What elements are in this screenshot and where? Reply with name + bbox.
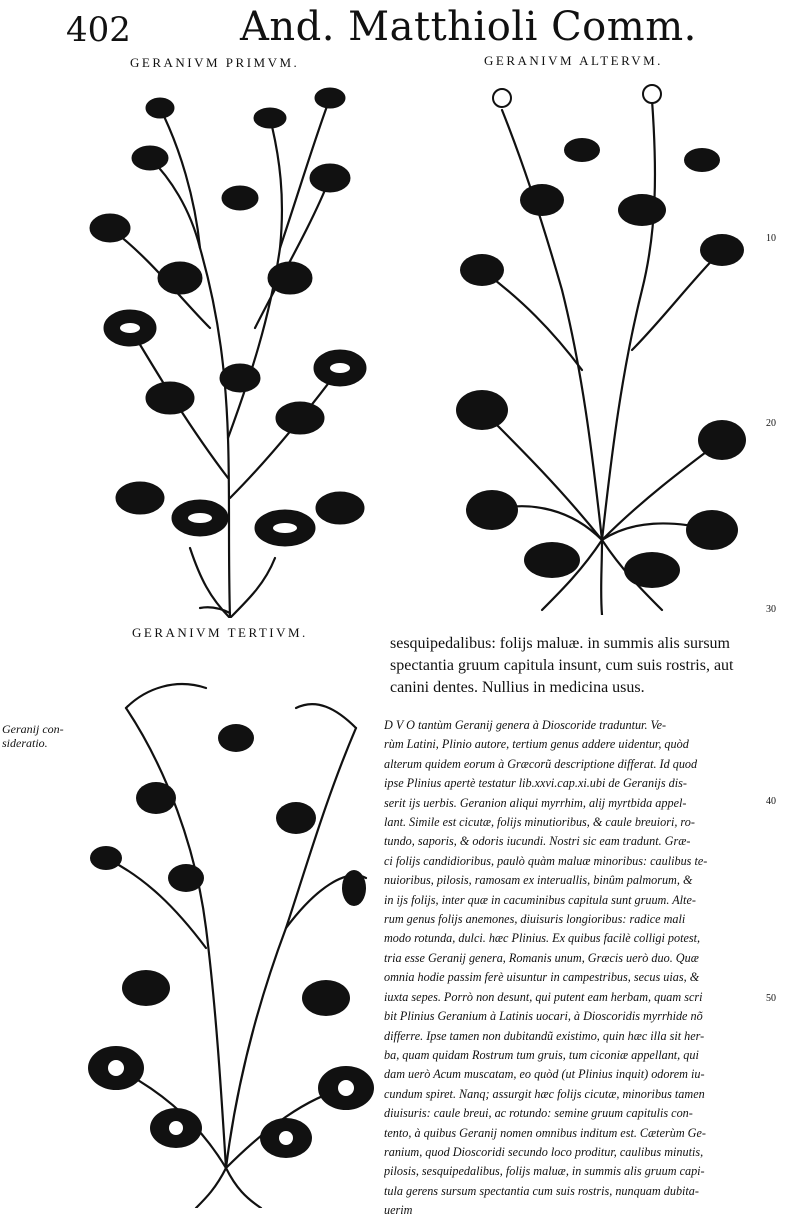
margin-line-number: 30 [766, 604, 776, 615]
running-head: And. Matthioli Comm. [240, 4, 697, 50]
text-line: alterum quidem eorum à Græcorũ descriptione differat. Id quod [384, 756, 698, 771]
caption-geranium-tertium: GERANIVM TERTIVM. [132, 625, 308, 640]
text-line: in ijs folijs, inter quæ in cacuminibus capitula sunt gruum. Alte- [384, 892, 696, 907]
text-line: nuioribus, pilosis, ramosam ex interuallis, binûm palmorum, & [384, 873, 693, 888]
text-line: sesquipedalibus: folijs maluæ. in summis alis sursum [390, 635, 730, 652]
text-line: tento, à quibus Geranij nomen omnibus inditum est. Cæterùm Ge- [384, 1125, 706, 1140]
geranium-primum-woodcut [80, 78, 390, 618]
page-number: 402 [66, 10, 131, 50]
text-line: uerim [384, 1203, 413, 1218]
text-line: serit ijs uerbis. Geranion aliqui myrrhim, alij myrtbida appel- [384, 795, 687, 810]
marginal-note-line: sideratio. [2, 736, 48, 750]
text-line: lant. Simile est cicutæ, folijs minutioribus, & caule breuiori, ro- [384, 815, 695, 830]
text-line: ci folijs candidioribus, paulò quàm maluæ minoribus: caulibus te- [384, 853, 708, 868]
text-line: D V O tantùm Geranij genera à Dioscoride traduntur. Ve- [384, 718, 667, 732]
continued-paragraph [390, 633, 780, 699]
text-line: modo rotunda, dulci. hæc Plinius. Ex quibus facilè colligi potest, [384, 931, 701, 946]
caption-geranium-alterum: GERANIVM ALTERVM. [484, 53, 663, 68]
marginal-note-line: Geranij con- [2, 722, 64, 736]
text-line: ba, quam quidam Rostrum tum gruis, tum ciconiæ appellant, qui [384, 1047, 699, 1062]
text-line: iuxta sepes. Porrò non desunt, qui putent eam herbam, quam scri [384, 989, 703, 1004]
text-line: tula gerens sursum spectantia cum suis rostris, nunquam dubita- [384, 1183, 699, 1198]
margin-line-number: 40 [766, 796, 776, 807]
text-line: differre. Ipse tamen non dubitandũ existimo, quin hæc illa sit her- [384, 1028, 705, 1043]
text-line: ranium, quod Dioscoridi secundo loco proditur, caulibus minutis, [384, 1144, 704, 1159]
text-line: spectantia gruum capitula insunt, cum suis rostris, aut [390, 657, 734, 674]
geranium-tertium-woodcut [86, 648, 386, 1208]
commentary-paragraph [384, 716, 776, 1221]
text-line: bit Plinius Geranium à Latinis uocari, à Dioscoridis myrrhide nõ [384, 1009, 703, 1024]
text-line: dam uerò Acum muscatam, eo quòd (ut Plinius inquit) odorem iu- [384, 1067, 705, 1082]
text-line: diuisuris: caule breui, ac rotundo: semine gruum capitulis con- [384, 1106, 693, 1121]
caption-geranium-primum: GERANIVM PRIMVM. [130, 55, 300, 70]
text-line: omnia hodie passim ferè uisuntur in campestribus, secus uias, & [384, 970, 700, 985]
margin-line-number: 50 [766, 993, 776, 1004]
text-line: tria esse Geranij genera, Romanis unum, Græcis uerò duo. Quæ [384, 950, 699, 965]
geranium-alterum-woodcut [442, 70, 752, 615]
text-line: cundum spiret. Nanq; assurgit hæc folijs cicutæ, minoribus tamen [384, 1086, 705, 1101]
margin-line-number: 20 [766, 418, 776, 429]
text-line: canini dentes. Nullius in medicina usus. [390, 679, 645, 696]
text-line: ipse Plinius apertè testatur lib.xxvi.cap.xi.ubi de Geranijs dis- [384, 776, 687, 791]
marginal-note [2, 722, 82, 750]
margin-line-number: 10 [766, 233, 776, 244]
text-line: tundo, saporis, & odoris iucundi. Nostri sic eam tradunt. Græ- [384, 834, 691, 849]
text-line: rùm Latini, Plinio autore, tertium genus addere uidentur, quòd [384, 737, 689, 752]
text-line: rum genus folijs anemones, diuisuris longioribus: radice mali [384, 912, 686, 927]
text-line: pilosis, sesquipedalibus, folijs maluæ, in summis alis gruum capi- [384, 1164, 705, 1179]
